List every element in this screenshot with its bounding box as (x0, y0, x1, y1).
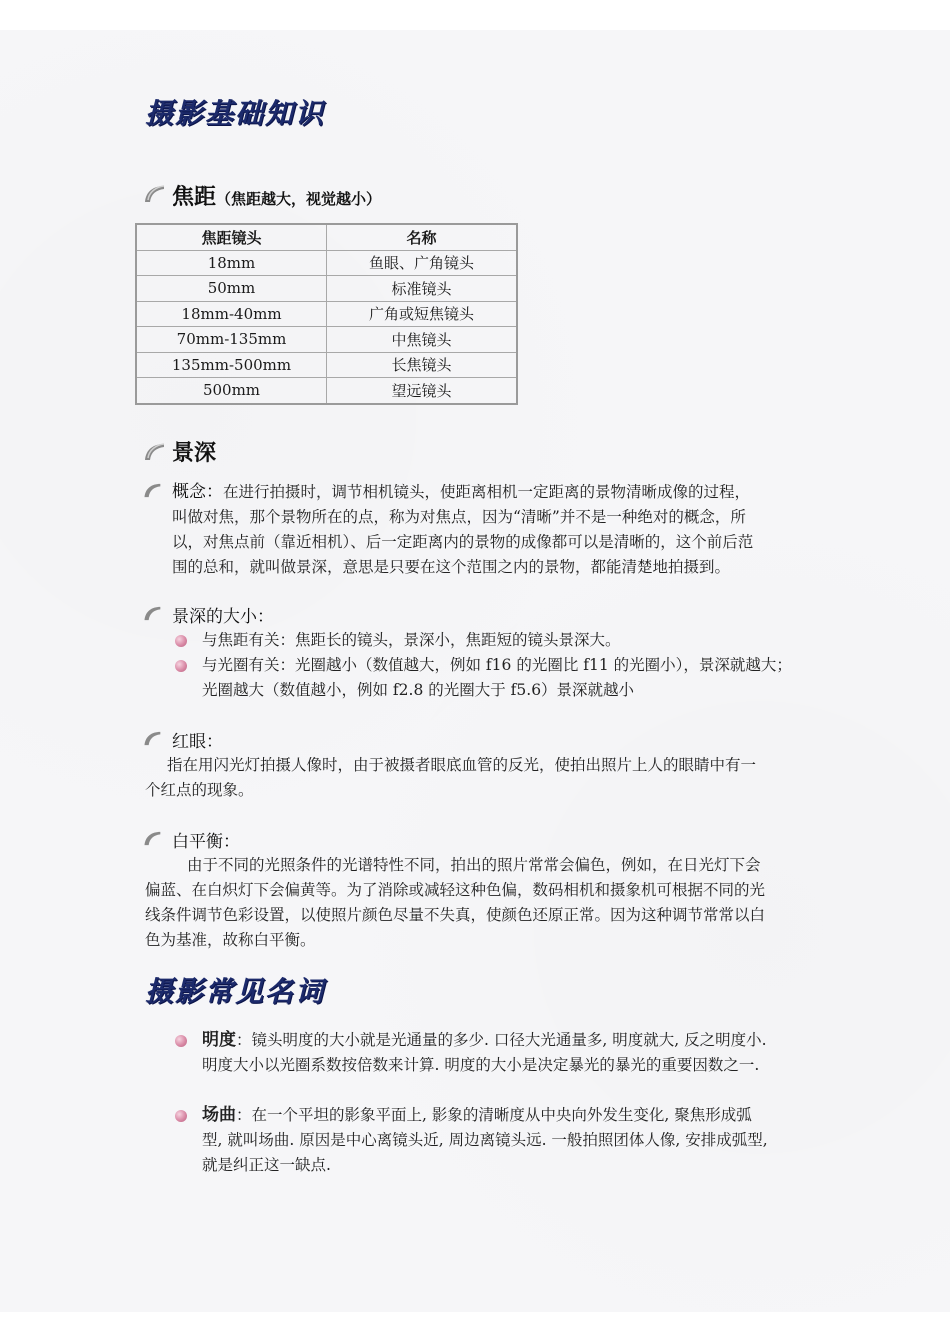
dof-size-label: 景深的大小： (172, 607, 274, 627)
wb-text (145, 853, 825, 953)
focal-length-table (135, 223, 518, 405)
section-title-terms: 摄影常见名词 (145, 975, 326, 1008)
concept-line: 以，对焦点前（靠近相机）、后一定距离内的景物的成像都可以是清晰的，这个前后范 (172, 533, 754, 551)
table-cell: 50mm (136, 276, 327, 302)
table-row (136, 378, 517, 404)
table-row (136, 352, 517, 378)
curvature-label: 场曲 (202, 1105, 236, 1125)
table-cell: 望远镜头 (327, 378, 518, 404)
wb-line: 线条件调节色彩设置，以使照片颜色尽量不失真，使颜色还原正常。因为这种调节常常以白 (145, 906, 766, 924)
curvature-line: 就是纠正这一缺点. (202, 1156, 331, 1174)
redeye-text (145, 753, 825, 803)
term-field-curvature (202, 1103, 822, 1178)
table-cell: 500mm (136, 378, 327, 404)
document-page (0, 30, 950, 1312)
bullet-icon (175, 1035, 187, 1047)
table-cell: 18mm (136, 250, 327, 276)
swoosh-icon (142, 830, 162, 847)
table-cell: 135mm-500mm (136, 352, 327, 378)
redeye-line: 指在用闪光灯拍摄人像时，由于被摄者眼底血管的反光，使拍出照片上人的眼睛中有一 (167, 756, 757, 774)
dof-bullet-aperture (202, 653, 822, 703)
curvature-line: ：在一个平坦的影象平面上, 影象的清晰度从中央向外发生变化, 聚焦形成弧 (236, 1106, 752, 1124)
swoosh-icon (142, 482, 162, 499)
table-header: 焦距镜头 (136, 224, 327, 250)
table-cell: 标准镜头 (327, 276, 518, 302)
redeye-label: 红眼： (172, 732, 223, 752)
swoosh-icon (142, 730, 162, 747)
aperture-line: 光圈越大（数值越小，例如 f2.8 的光圈大于 f5.6）景深就越小 (202, 681, 635, 699)
table-row (136, 301, 517, 327)
table-row (136, 327, 517, 353)
focal-heading (172, 180, 381, 211)
table-cell: 广角或短焦镜头 (327, 301, 518, 327)
dof-heading: 景深 (172, 441, 217, 466)
table-header-row (136, 224, 517, 250)
table-cell: 中焦镜头 (327, 327, 518, 353)
swoosh-icon (142, 605, 162, 622)
table-cell: 长焦镜头 (327, 352, 518, 378)
redeye-line: 个红点的现象。 (145, 781, 254, 799)
table-row (136, 250, 517, 276)
focal-title: 焦距 (172, 185, 217, 210)
dof-concept (172, 480, 832, 580)
wb-line: 色为基准，故称白平衡。 (145, 931, 316, 949)
focal-subtitle: （焦距越大，视觉越小） (216, 190, 382, 208)
curvature-line: 型, 就叫场曲. 原因是中心离镜头近, 周边离镜头远. 一般拍照团体人像, 安排成弧型, (202, 1131, 768, 1149)
term-brightness (202, 1028, 822, 1078)
dof-bullet-focal: 与焦距有关：焦距长的镜头，景深小，焦距短的镜头景深大。 (202, 631, 621, 649)
concept-line: 叫做对焦，那个景物所在的点，称为对焦点，因为“清晰”并不是一种绝对的概念，所 (172, 508, 746, 526)
wb-line: 由于不同的光照条件的光谱特性不同，拍出的照片常常会偏色，例如，在日光灯下会 (187, 856, 761, 874)
table-cell: 18mm-40mm (136, 301, 327, 327)
concept-line: 在进行拍摄时，调节相机镜头，使距离相机一定距离的景物清晰成像的过程， (223, 483, 751, 501)
wb-line: 偏蓝、在白炽灯下会偏黄等。为了消除或减轻这种色偏，数码相机和摄象机可根据不同的光 (145, 881, 766, 899)
bullet-icon (175, 635, 187, 647)
concept-line: 围的总和，就叫做景深，意思是只要在这个范围之内的景物，都能清楚地拍摄到。 (172, 558, 731, 576)
bullet-icon (175, 660, 187, 672)
brightness-line: 明度大小以光圈系数按倍数来计算. 明度的大小是决定暴光的暴光的重要因数之一. (202, 1056, 760, 1074)
concept-label: 概念： (172, 482, 223, 502)
brightness-line: ：镜头明度的大小就是光通量的多少. 口径大光通量多, 明度就大, 反之明度小. (236, 1031, 767, 1049)
swoosh-icon (142, 442, 166, 462)
brightness-label: 明度 (202, 1030, 236, 1050)
table-cell: 70mm-135mm (136, 327, 327, 353)
aperture-line: 与光圈有关：光圈越小（数值越大，例如 f16 的光圈比 f11 的光圈小），景深就越大； (202, 656, 792, 674)
table-row (136, 276, 517, 302)
table-cell: 鱼眼、广角镜头 (327, 250, 518, 276)
section-title-basics: 摄影基础知识 (145, 97, 326, 130)
bullet-icon (175, 1110, 187, 1122)
swoosh-icon (142, 184, 166, 204)
table-header: 名称 (327, 224, 518, 250)
wb-label: 白平衡： (172, 832, 240, 852)
